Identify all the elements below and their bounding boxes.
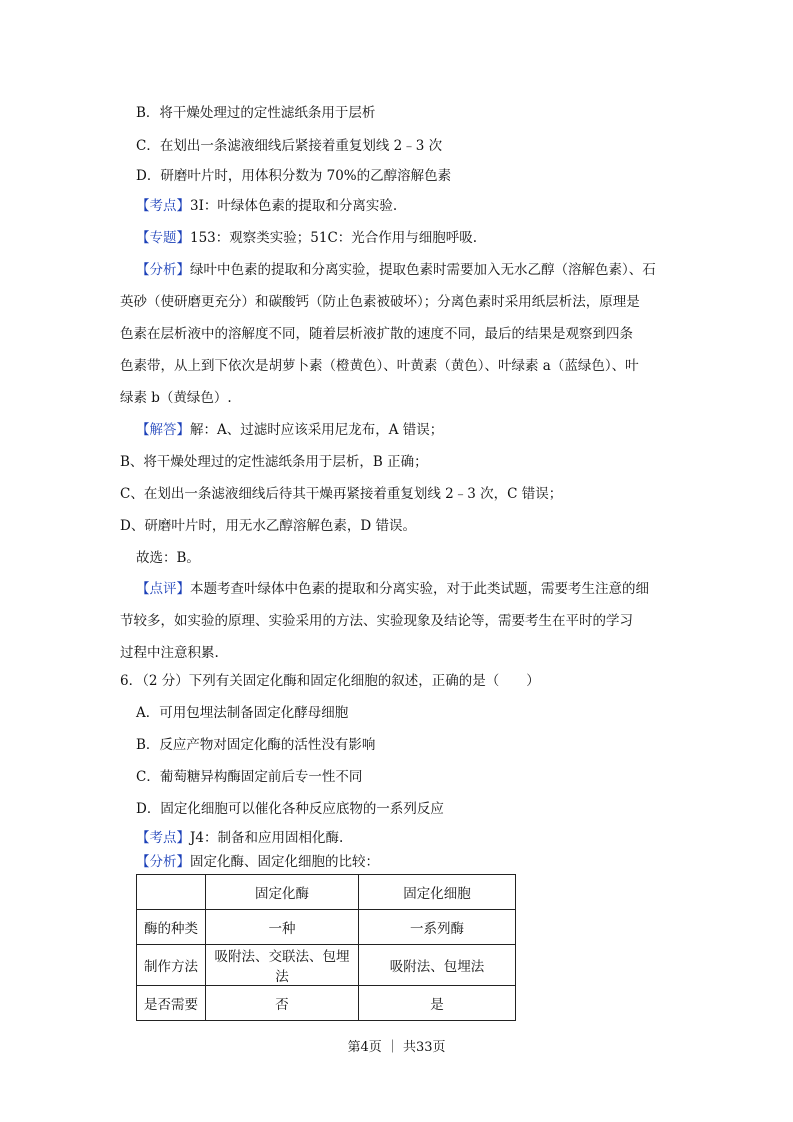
table-cell: 是否需要	[137, 986, 206, 1021]
comparison-table	[136, 874, 516, 1021]
kaodian-text: J4：制备和应用固相化酶.	[190, 830, 344, 846]
page-footer: 第4页 ｜ 共33页	[347, 1040, 446, 1055]
option-b: B．将干燥处理过的定性滤纸条用于层析	[136, 105, 376, 121]
zhuanti-tag: 【专题】	[136, 230, 190, 246]
fenxi-block-1	[136, 260, 656, 280]
fenxi-tag: 【分析】	[136, 262, 190, 278]
dianping-line: 节较多，如实验的原理、实验采用的方法、实验现象及结论等，需要考生在平时的学习	[120, 613, 633, 629]
table-cell: 制作方法	[137, 945, 206, 986]
fenxi-line: 色素带，从上到下依次是胡萝卜素（橙黄色）、叶黄素（黄色）、叶绿素 a（蓝绿色）、叶	[120, 358, 639, 374]
q6-option-a: A．可用包埋法制备固定化酵母细胞	[136, 705, 349, 721]
kaodian-tag: 【考点】	[136, 198, 190, 214]
question-6-stem: 6．（2 分）下列有关固定化酶和固定化细胞的叙述，正确的是（ ）	[120, 673, 540, 689]
kaodian-block-1	[136, 196, 397, 216]
table-row	[137, 986, 516, 1021]
table-cell: 是	[359, 986, 516, 1021]
dianping-tag: 【点评】	[136, 581, 190, 597]
zhuanti-text: 153：观察类实验；51C：光合作用与细胞呼吸.	[190, 230, 478, 246]
q6-option-c: C．葡萄糖异构酶固定前后专一性不同	[136, 769, 363, 785]
q6-option-b: B．反应产物对固定化酶的活性没有影响	[136, 737, 376, 753]
table-row	[137, 945, 516, 986]
dianping-line: 本题考查叶绿体中色素的提取和分离实验，对于此类试题，需要考生注意的细	[190, 581, 649, 597]
fenxi-line: 英砂（使研磨更充分）和碳酸钙（防止色素被破坏）；分离色素时采用纸层析法，原理是	[120, 294, 640, 310]
fenxi-text: 固定化酶、固定化细胞的比较：	[190, 854, 379, 870]
fenxi-line: 绿素 b（黄绿色）.	[120, 390, 232, 406]
dianping-block	[136, 579, 649, 599]
table-header-row	[137, 875, 516, 910]
jieda-line: B、将干燥处理过的定性滤纸条用于层析，B 正确；	[120, 454, 428, 470]
table-cell: 吸附法、交联法、包埋法	[206, 945, 359, 986]
table-header-cell	[137, 875, 206, 910]
kaodian-block-2	[136, 828, 343, 848]
fenxi-block-2	[136, 852, 379, 872]
zhuanti-block	[136, 228, 477, 248]
table-cell: 酶的种类	[137, 910, 206, 945]
jieda-tag: 【解答】	[136, 422, 190, 438]
q6-option-d: D．固定化细胞可以催化各种反应底物的一系列反应	[136, 801, 444, 817]
fenxi-tag: 【分析】	[136, 854, 190, 870]
kaodian-tag: 【考点】	[136, 830, 190, 846]
jieda-line: C、在划出一条滤液细线后待其干燥再紧接着重复划线 2﹣3 次，C 错误；	[120, 486, 563, 502]
jieda-first: 解：A、过滤时应该采用尼龙布，A 错误；	[190, 422, 444, 438]
table-header-cell: 固定化细胞	[359, 875, 516, 910]
table-cell: 一种	[206, 910, 359, 945]
table-row	[137, 910, 516, 945]
jieda-line: D、研磨叶片时，用无水乙醇溶解色素，D 错误。	[120, 518, 416, 534]
table-cell: 一系列酶	[359, 910, 516, 945]
dianping-line: 过程中注意积累.	[120, 645, 219, 661]
jieda-block	[136, 420, 443, 440]
table-cell: 否	[206, 986, 359, 1021]
fenxi-line: 色素在层析液中的溶解度不同，随着层析液扩散的速度不同，最后的结果是观察到四条	[120, 326, 633, 342]
jieda-answer: 故选：B。	[136, 550, 200, 566]
option-c: C．在划出一条滤液细线后紧接着重复划线 2﹣3 次	[136, 138, 443, 154]
fenxi-line: 绿叶中色素的提取和分离实验，提取色素时需要加入无水乙醇（溶解色素）、石	[190, 262, 656, 278]
kaodian-text: 3I：叶绿体色素的提取和分离实验.	[190, 198, 398, 214]
option-d: D．研磨叶片时，用体积分数为 70%的乙醇溶解色素	[136, 168, 452, 184]
table-header-cell: 固定化酶	[206, 875, 359, 910]
table-cell: 吸附法、包埋法	[359, 945, 516, 986]
